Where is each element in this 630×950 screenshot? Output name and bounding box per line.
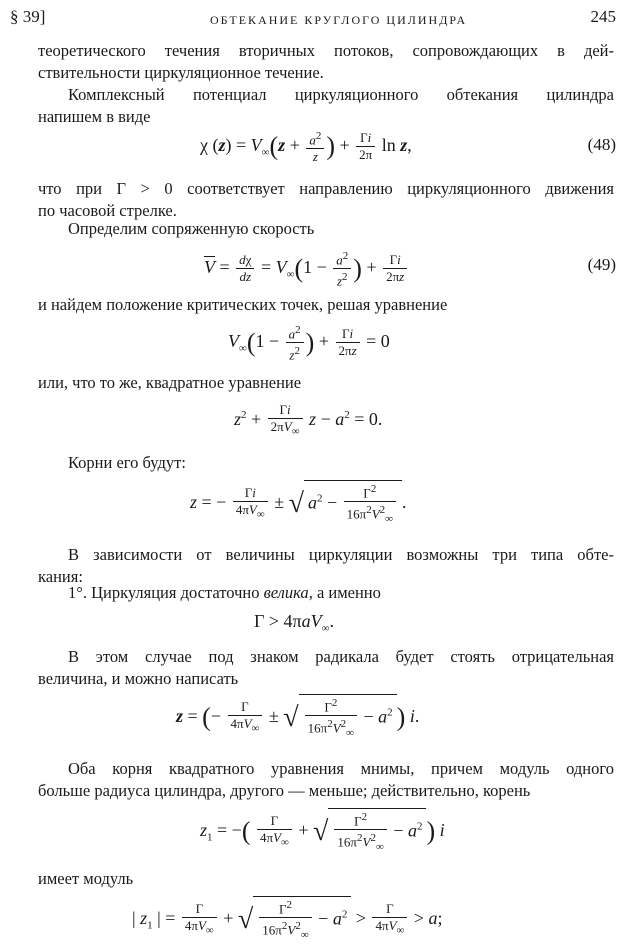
- text-line: что при Γ > 0 соответствует направлению циркуляционного движения: [38, 179, 614, 198]
- equation-quadratic: [0, 402, 630, 442]
- paragraph-5: [38, 294, 614, 316]
- text-line: Оба корня квадратного уравнения мнимы, причем модуль одного: [68, 759, 614, 778]
- equation-formula: $z^2$ + $\frac{\Gamma i}{2\pi V_\infty}$ $z - a^2 = 0$.: [234, 402, 383, 438]
- equation-number: (48): [587, 135, 616, 154]
- equation-number: (49): [587, 255, 616, 274]
- text-line: В зависимости от величины циркуляции возможны три типа обте-: [68, 545, 614, 564]
- equation-formula: χ $(z) = V_\infty(z$ + $\frac{a^2}{z}$ ) + $\frac{\Gamma i}{2\pi}$ ln z,: [200, 130, 412, 165]
- equation-roots: [0, 480, 630, 526]
- equation-formula: z = − $\frac{\Gamma i}{4\pi V_\infty}$ ± √ $a^2$ − $\frac{\Gamma^2}{16\pi^2V^2_\infty}$ .: [190, 480, 407, 527]
- text-line: ствительности циркуляционное течение.: [38, 63, 324, 82]
- text-line: Корни его будут:: [68, 453, 186, 472]
- equation-48: [0, 128, 630, 168]
- paragraph-10: [38, 646, 614, 690]
- text-line: В этом случае под знаком радикала будет стоять отрицательная: [68, 647, 614, 666]
- text-span: 1°. Циркуляция достаточно: [68, 583, 260, 602]
- text-span: , а именно: [308, 583, 381, 602]
- text-line: больше радиуса цилиндра, другого — меньше; действительно, корень: [38, 781, 531, 800]
- text-line: имеет модуль: [38, 869, 134, 888]
- paragraph-7: [38, 452, 614, 474]
- equation-z1: [0, 808, 630, 854]
- equation-49: [0, 248, 630, 288]
- equation-formula: $\overline{V}$ = $\frac{d\chi}{dz}$ = $V_\infty(1$ − $\frac{a^2}{z^2}$ ) + $\frac{\Gamma i}{2\pi z}$: [204, 248, 409, 290]
- equation-imaginary-roots: [0, 694, 630, 740]
- equation-critical-points: [0, 322, 630, 362]
- text-line: или, что то же, квадратное уравнение: [38, 373, 302, 392]
- equation-formula: Γ > 4πaV$_\infty$.: [254, 611, 334, 635]
- paragraph-12: [38, 868, 614, 890]
- page-header: [0, 6, 630, 30]
- text-line: по часовой стрелке.: [38, 201, 177, 220]
- equation-condition: [0, 610, 630, 650]
- paragraph-9: [38, 582, 614, 604]
- running-title: ОБТЕКАНИЕ КРУГЛОГО ЦИЛИНДРА: [210, 13, 468, 27]
- paragraph-6: [38, 372, 614, 394]
- page-number: 245: [590, 7, 616, 26]
- equation-formula: $V_\infty(1$ − $\frac{a^2}{z^2}$ ) + $\frac{\Gamma i}{2\pi z}$ = 0: [228, 324, 390, 363]
- paragraph-3: [38, 178, 614, 222]
- paragraph-11: [38, 758, 614, 802]
- equation-modulus: [0, 896, 630, 942]
- text-line: кания:: [38, 567, 83, 586]
- paragraph-1: [38, 40, 614, 84]
- section-number: § 39]: [10, 7, 46, 26]
- text-line: напишем в виде: [38, 107, 151, 126]
- equation-formula: | $z_1$ | = $\frac{\Gamma}{4\pi V_\infty}$ + √ $\frac{\Gamma^2}{16\pi^2V^2_\infty}$ − $a^2$ > $\frac{\Gamma}{4\pi V_\infty}$ > a;: [132, 896, 443, 943]
- text-line: Определим сопряженную скорость: [68, 219, 315, 238]
- text-line: [38, 582, 614, 604]
- text-line: Комплексный потенциал циркуляционного обтекания цилиндра: [68, 85, 614, 104]
- emphasis-text: велика: [263, 583, 309, 602]
- paragraph-2: [38, 84, 614, 128]
- equation-formula: $z_1$ = −( $\frac{\Gamma}{4\pi V_\infty}$ + √ $\frac{\Gamma^2}{16\pi^2V^2_\infty}$ − $a^2$ ) i: [200, 808, 445, 855]
- text-line: величина, и можно написать: [38, 669, 239, 688]
- text-line: теоретического течения вторичных потоков, сопровождающих в дей-: [38, 41, 614, 60]
- paragraph-4: [38, 218, 614, 240]
- text-line: и найдем положение критических точек, решая уравнение: [38, 295, 448, 314]
- equation-formula: z = (− $\frac{\Gamma}{4\pi V_\infty}$ ± √ $\frac{\Gamma^2}{16\pi^2V^2_\infty}$ − $a^2$ ) i.: [176, 694, 419, 741]
